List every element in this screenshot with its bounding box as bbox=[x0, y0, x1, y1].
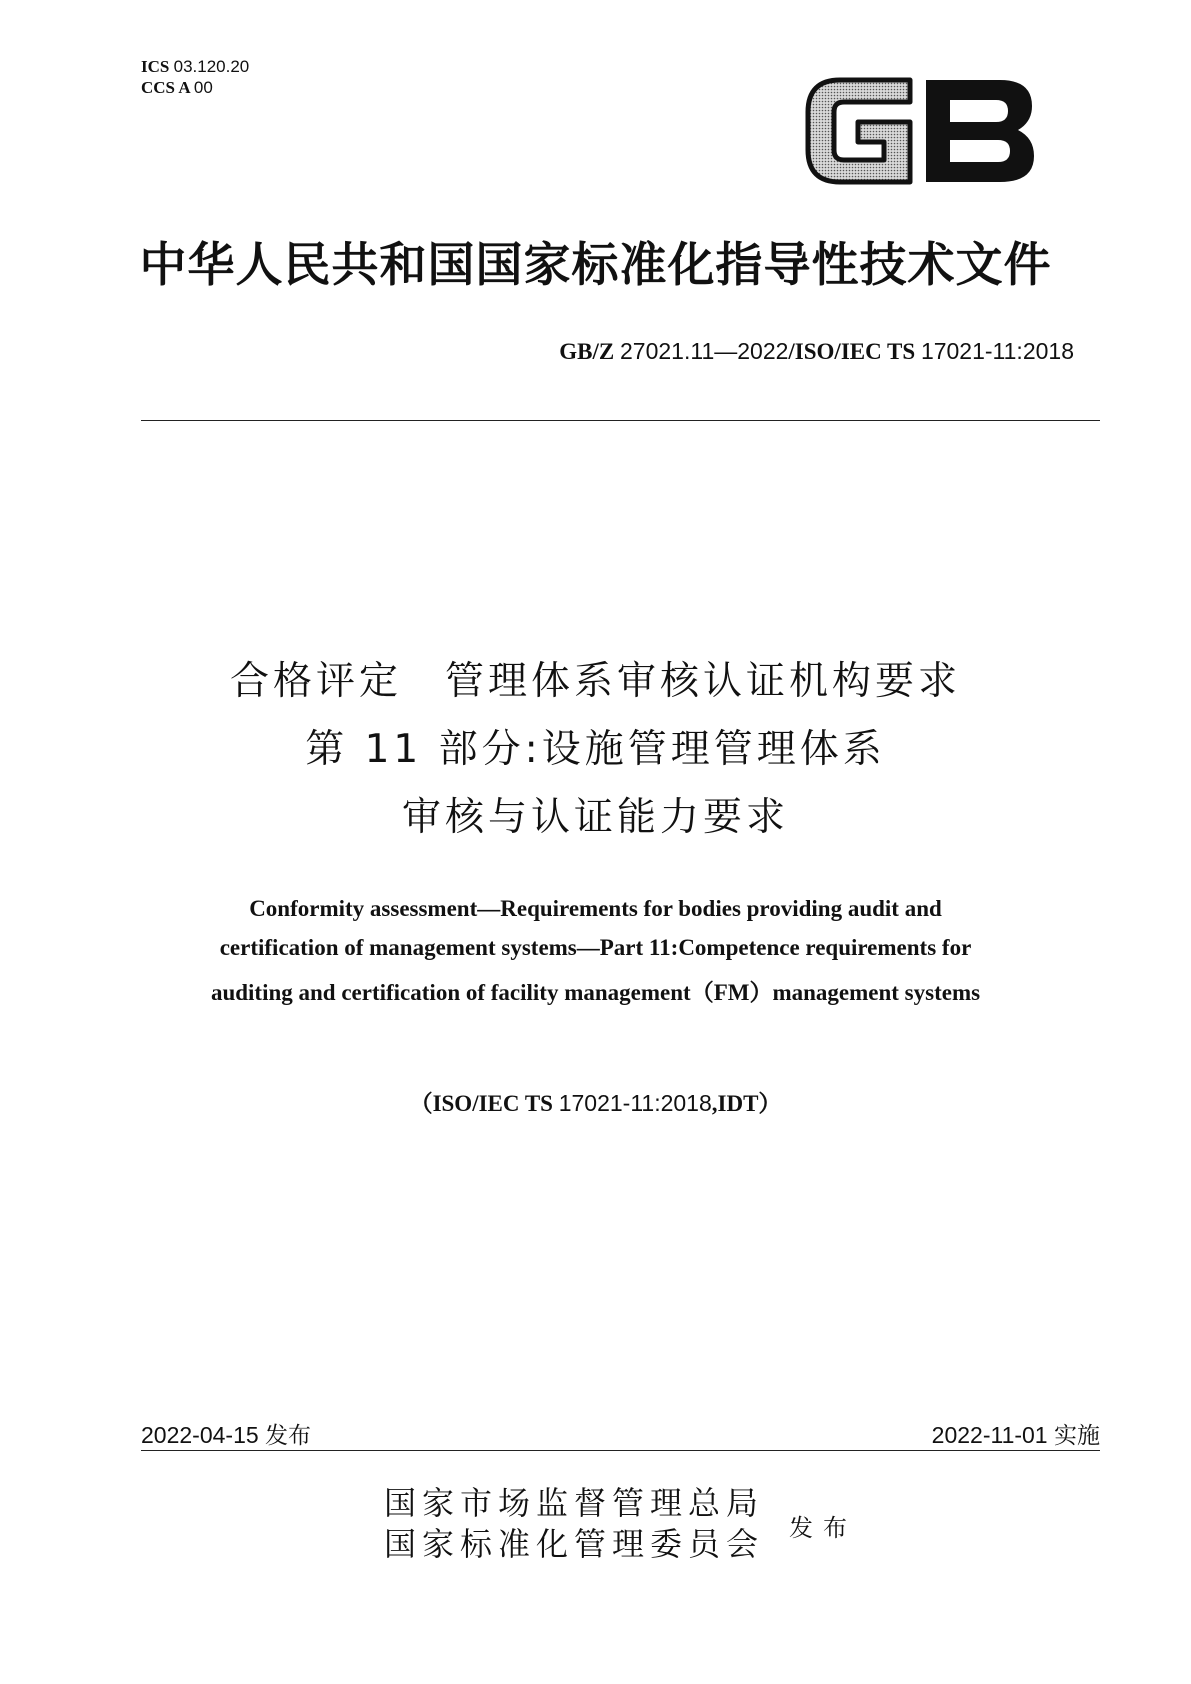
gb-logo-icon bbox=[800, 70, 1040, 192]
equivalence-open: （ISO/IEC TS bbox=[409, 1091, 553, 1116]
ccs-code: 00 bbox=[193, 78, 213, 97]
gb-designation: GB/Z bbox=[559, 339, 615, 364]
issuing-authorities bbox=[384, 1483, 764, 1565]
iso-designation: ISO/IEC TS bbox=[794, 339, 916, 364]
chinese-title-line-2: 第 11 部分:设施管理管理体系 bbox=[305, 727, 886, 772]
issuer-line-2: 国家标准化管理委员会 bbox=[384, 1525, 765, 1563]
bottom-divider bbox=[141, 1450, 1100, 1451]
chinese-title-line-1: 合格评定 管理体系审核认证机构要求 bbox=[229, 659, 961, 704]
implementation-date: 2022-11-01 实施 bbox=[931, 1422, 1100, 1448]
chinese-title-line-3: 审核与认证能力要求 bbox=[401, 795, 789, 840]
ccs-label: CCS bbox=[141, 78, 176, 97]
logo-g-shape bbox=[808, 80, 910, 182]
document-category-title: 中华人民共和国国家标准化指导性技术文件 bbox=[139, 238, 1052, 293]
standard-number bbox=[559, 338, 1074, 365]
ics-line bbox=[141, 56, 249, 77]
ics-ccs-block bbox=[141, 56, 249, 98]
top-divider bbox=[141, 420, 1100, 421]
ccs-letter: A bbox=[178, 78, 190, 97]
gb-number: 27021.11—2022 bbox=[620, 338, 789, 364]
ics-code: 03.120.20 bbox=[173, 57, 250, 76]
ics-label: ICS bbox=[141, 57, 170, 76]
iso-number: 17021-11:2018 bbox=[920, 338, 1074, 364]
issued-by-label: 发布 bbox=[789, 1514, 857, 1542]
ccs-line bbox=[141, 77, 249, 98]
equivalence-statement bbox=[0, 1085, 1191, 1118]
number-separator: / bbox=[788, 339, 795, 364]
logo-b-shape bbox=[926, 80, 1034, 182]
issuer-line-1: 国家市场监督管理总局 bbox=[384, 1484, 765, 1522]
english-title-line-1: Conformity assessment—Requirements for bodies providing audit and bbox=[249, 896, 942, 921]
equivalence-close: ,IDT） bbox=[711, 1091, 782, 1116]
issue-date: 2022-04-15 发布 bbox=[141, 1422, 312, 1448]
english-title-line-2: certification of management systems—Part 11:Competence requirements for bbox=[219, 935, 972, 960]
english-title-line-3: auditing and certification of facility management（FM）management systems bbox=[210, 980, 981, 1005]
equivalence-number: 17021-11:2018 bbox=[558, 1090, 712, 1116]
